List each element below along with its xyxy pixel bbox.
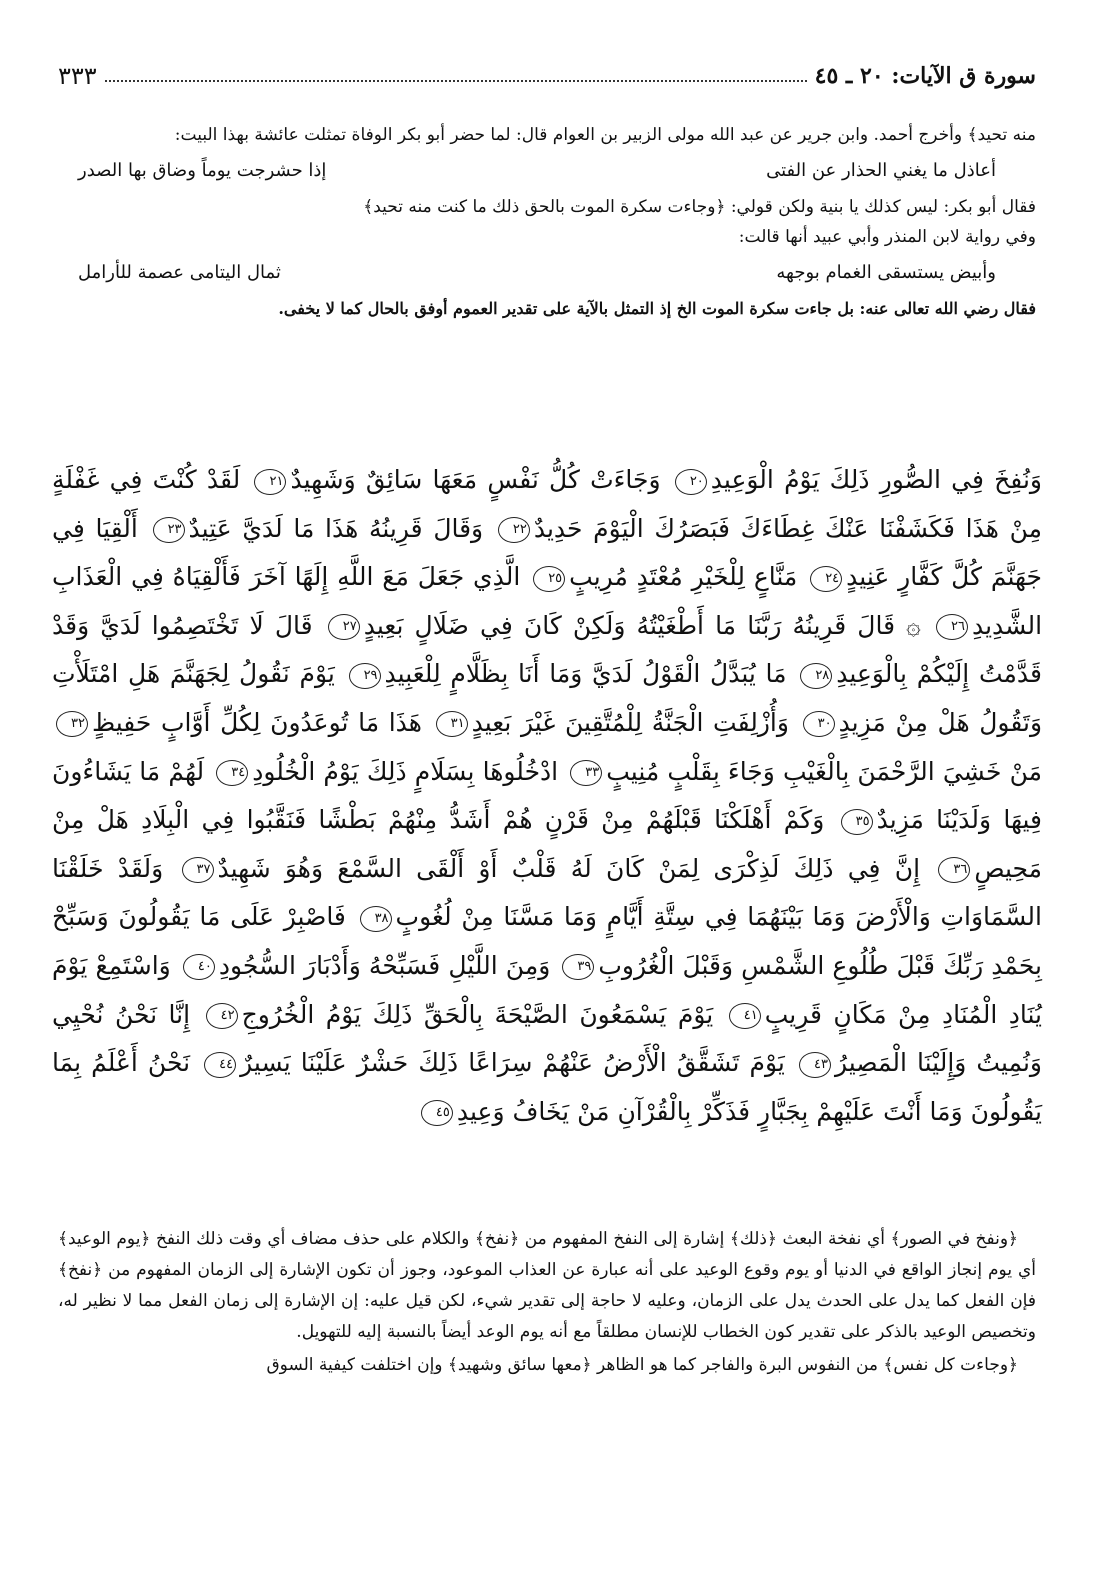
intro-paragraph: وفي رواية لابن المنذر وأبي عبيد أنها قالت: bbox=[738, 227, 1036, 247]
ayah-number-marker: ٢٣ bbox=[153, 517, 185, 543]
ayah-number-marker: ٣٨ bbox=[360, 906, 392, 932]
ayah-text: يَوْمَ يَسْمَعُونَ الصَّيْحَةَ بِالْحَقِّ ذَلِكَ يَوْمُ الْخُرُوجِ bbox=[241, 999, 714, 1029]
page-number: ٣٣٣ bbox=[58, 62, 97, 90]
quran-text-block bbox=[52, 456, 1042, 1216]
ayah-number-marker: ٣٣ bbox=[570, 760, 602, 786]
ayah-text: مَنَّاعٍ لِلْخَيْرِ مُعْتَدٍ مُرِيبٍ bbox=[569, 562, 798, 592]
ayah-text: وَجَاءَتْ كُلُّ نَفْسٍ مَعَهَا سَائِقٌ وَشَهِيدٌ bbox=[290, 465, 661, 494]
ayah-number-marker: ٤٤ bbox=[204, 1052, 236, 1078]
ayah-number-marker: ٤١ bbox=[729, 1003, 761, 1029]
ayah-text: نَحْنُ أَعْلَمُ بِمَا يَقُولُونَ وَمَا أَنْتَ عَلَيْهِمْ بِجَبَّارٍ فَذَكِّرْ بِالْقُرْآنِ مَنْ يَخَافُ وَعِيدِ bbox=[52, 1048, 1042, 1126]
verse-hemistich-left: إذا حشرجت يوماً وضاق بها الصدر bbox=[78, 160, 327, 181]
ayah-number-marker: ٢٠ bbox=[675, 469, 707, 495]
ayah-number-marker: ٤٢ bbox=[206, 1003, 238, 1029]
ayah-text: يَوْمَ نَقُولُ لِجَهَنَّمَ هَلِ امْتَلَأْتِ وَتَقُولُ هَلْ مِنْ مَزِيدٍ bbox=[52, 659, 1043, 737]
page-header bbox=[58, 58, 1036, 94]
ayah-number-marker: ٤٣ bbox=[799, 1052, 831, 1078]
ayah-number-marker: ٣١ bbox=[436, 711, 468, 737]
ayah-number-marker: ٣٢ bbox=[56, 711, 88, 737]
ayah-number-marker: ٤٠ bbox=[183, 954, 215, 980]
ayah-number-marker: ٢٧ bbox=[328, 614, 360, 640]
poetry-verse bbox=[58, 156, 1036, 186]
ayah-number-marker: ٣٦ bbox=[938, 857, 970, 883]
ayah-text: إِنَّا نَحْنُ نُحْيِي وَنُمِيتُ وَإِلَيْنَا الْمَصِيرُ bbox=[52, 999, 1042, 1078]
ayah-text: وَلَقَدْ خَلَقْنَا السَّمَاوَاتِ وَالْأَرْضَ وَمَا بَيْنَهُمَا فِي سِتَّةِ أَيَّامٍ وَمَا مَسَّنَا مِنْ لُغُوبٍ bbox=[52, 853, 1042, 932]
ayah-text: لَهُمْ مَا يَشَاءُونَ فِيهَا وَلَدَيْنَا مَزِيدٌ bbox=[52, 756, 1043, 835]
ayah-text: وَكَمْ أَهْلَكْنَا قَبْلَهُمْ مِنْ قَرْنٍ هُمْ أَشَدُّ مِنْهُمْ بَطْشًا فَنَقَّبُوا فِي الْبِلَادِ هَلْ مِنْ مَحِيصٍ bbox=[52, 805, 1043, 883]
ayah-number-marker: ٢٨ bbox=[800, 663, 832, 689]
surah-title: سورة ق الآيات: ٢٠ ـ ٤٥ bbox=[814, 63, 1036, 89]
intro-paragraph: منه تحيد﴾ وأخرج أحمد. وابن جرير عن عبد الله مولى الزبير بن العوام قال: لما حضر أبو بكر الوفاة تمثلت عائشة بهذا البيت: bbox=[174, 125, 1036, 145]
ayah-number-marker: ٢١ bbox=[254, 469, 286, 495]
ayah-text: فَاصْبِرْ عَلَى مَا يَقُولُونَ وَسَبِّحْ بِحَمْدِ رَبِّكَ قَبْلَ طُلُوعِ الشَّمْسِ وَقَبْلَ الْغُرُوبِ bbox=[52, 902, 1042, 980]
commentary-paragraph: ﴿ونفخ في الصور﴾ أي نفخة البعث ﴿ذلك﴾ إشارة إلى النفخ المفهوم من ﴿نفخ﴾ والكلام على حذف مضاف أي وقت ذلك النفخ ﴿يوم الوعيد﴾ أي يوم إنجاز الواقع في الدنيا أو يوم وقوع الوعيد على أنه عبارة عن العذاب الموعود، وجوز أن تكون الإشارة إلى الزمان المفهوم من ﴿نفخ﴾ فإن الفعل كما يدل على الحدث يدل على الزمان، وعليه لا حاجة إلى تقدير شيء، لكن قيل عليه: إن الإشارة إلى زمان الفعل مما لا نظير له، وتخصيص الوعيد بالذكر على تقدير كون الخطاب للإنسان مطلقاً مع أنه يوم الوعد أيضاً بالنسبة إليه للتهويل. bbox=[58, 1229, 1036, 1342]
ayah-text: لَقَدْ كُنْتَ فِي غَفْلَةٍ مِنْ هَذَا فَكَشَفْنَا عَنْكَ غِطَاءَكَ فَبَصَرُكَ الْيَوْمَ حَدِيدٌ bbox=[52, 465, 1042, 543]
commentary-section bbox=[58, 1224, 1036, 1383]
intro-paragraph: فقال أبو بكر: ليس كذلك يا بنية ولكن قولي: ﴿وجاءت سكرة الموت بالحق ذلك ما كنت منه تحيد﴾ bbox=[363, 197, 1036, 217]
ayah-text: وَاسْتَمِعْ يَوْمَ يُنَادِ الْمُنَادِ مِنْ مَكَانٍ قَرِيبٍ bbox=[52, 950, 1042, 1029]
ayah-text: وَقَالَ قَرِينُهُ هَذَا مَا لَدَيَّ عَتِيدٌ bbox=[188, 513, 484, 543]
ayah-number-marker: ٣٥ bbox=[841, 809, 873, 835]
commentary-paragraph: ﴿وجاءت كل نفس﴾ من النفوس البرة والفاجر كما هو الظاهر ﴿معها سائق وشهيد﴾ وإن اختلفت كيفية السوق bbox=[266, 1355, 1018, 1375]
ayah-number-marker: ٤٥ bbox=[421, 1100, 453, 1126]
intro-paragraph: فقال رضي الله تعالى عنه: بل جاءت سكرة الموت الخ إذ التمثل بالآية على تقدير العموم أوفق بالحال كما لا يخفى. bbox=[278, 299, 1036, 318]
ayah-number-marker: ٣٩ bbox=[562, 954, 594, 980]
leader-dots bbox=[105, 80, 807, 82]
ayah-text: وَأُزْلِفَتِ الْجَنَّةُ لِلْمُتَّقِينَ غَيْرَ بَعِيدٍ bbox=[471, 707, 789, 737]
ayah-number-marker: ٣٠ bbox=[803, 711, 835, 737]
ayah-number-marker: ٣٤ bbox=[216, 760, 248, 786]
ayah-text: إِنَّ فِي ذَلِكَ لَذِكْرَى لِمَنْ كَانَ لَهُ قَلْبٌ أَوْ أَلْقَى السَّمْعَ وَهُوَ شَهِيدٌ bbox=[217, 853, 921, 883]
verse-hemistich-right: أعاذل ما يغني الحذار عن الفتى bbox=[766, 160, 996, 181]
ayah-text: هَذَا مَا تُوعَدُونَ لِكُلِّ أَوَّابٍ حَفِيظٍ bbox=[92, 707, 422, 737]
ayah-text: الَّذِي جَعَلَ مَعَ اللَّهِ إِلَهًا آخَرَ فَأَلْقِيَاهُ فِي الْعَذَابِ الشَّدِيدِ bbox=[52, 562, 1043, 640]
poetry-verse bbox=[58, 258, 1036, 288]
ayah-text: وَنُفِخَ فِي الصُّورِ ذَلِكَ يَوْمُ الْوَعِيدِ bbox=[710, 465, 1042, 494]
ayah-text: أَلْقِيَا فِي جَهَنَّمَ كُلَّ كَفَّارٍ عَنِيدٍ bbox=[52, 513, 1043, 592]
ayah-text: وَمِنَ اللَّيْلِ فَسَبِّحْهُ وَأَدْبَارَ السُّجُودِ bbox=[218, 950, 551, 980]
intro-section bbox=[58, 120, 1036, 324]
ayah-number-marker: ٢٦ bbox=[936, 614, 968, 640]
ayah-number-marker: ٢٥ bbox=[533, 566, 565, 592]
ayah-text: قَالَ لَا تَخْتَصِمُوا لَدَيَّ وَقَدْ قَدَّمْتُ إِلَيْكُمْ بِالْوَعِيدِ bbox=[52, 610, 1042, 689]
ayah-text: ۞ قَالَ قَرِينُهُ رَبَّنَا مَا أَطْغَيْتُهُ وَلَكِنْ كَانَ فِي ضَلَالٍ بَعِيدٍ bbox=[363, 610, 921, 640]
ayah-text: مَنْ خَشِيَ الرَّحْمَنَ بِالْغَيْبِ وَجَاءَ بِقَلْبٍ مُنِيبٍ bbox=[606, 756, 1042, 786]
ayah-number-marker: ٢٢ bbox=[498, 517, 530, 543]
ayat-paragraph bbox=[52, 456, 1042, 1136]
ayah-number-marker: ٢٩ bbox=[349, 663, 381, 689]
verse-hemistich-right: وأبيض يستسقى الغمام بوجهه bbox=[776, 262, 996, 283]
verse-hemistich-left: ثمال اليتامى عصمة للأرامل bbox=[78, 262, 281, 283]
ayah-number-marker: ٣٧ bbox=[182, 857, 214, 883]
ayah-text: مَا يُبَدَّلُ الْقَوْلُ لَدَيَّ وَمَا أَنَا بِظَلَّامٍ لِلْعَبِيدِ bbox=[384, 659, 787, 689]
ayah-text: ادْخُلُوهَا بِسَلَامٍ ذَلِكَ يَوْمُ الْخُلُودِ bbox=[252, 756, 559, 786]
ayah-number-marker: ٢٤ bbox=[810, 566, 842, 592]
ayah-text: يَوْمَ تَشَقَّقُ الْأَرْضُ عَنْهُمْ سِرَاعًا ذَلِكَ حَشْرٌ عَلَيْنَا يَسِيرٌ bbox=[240, 1048, 785, 1078]
